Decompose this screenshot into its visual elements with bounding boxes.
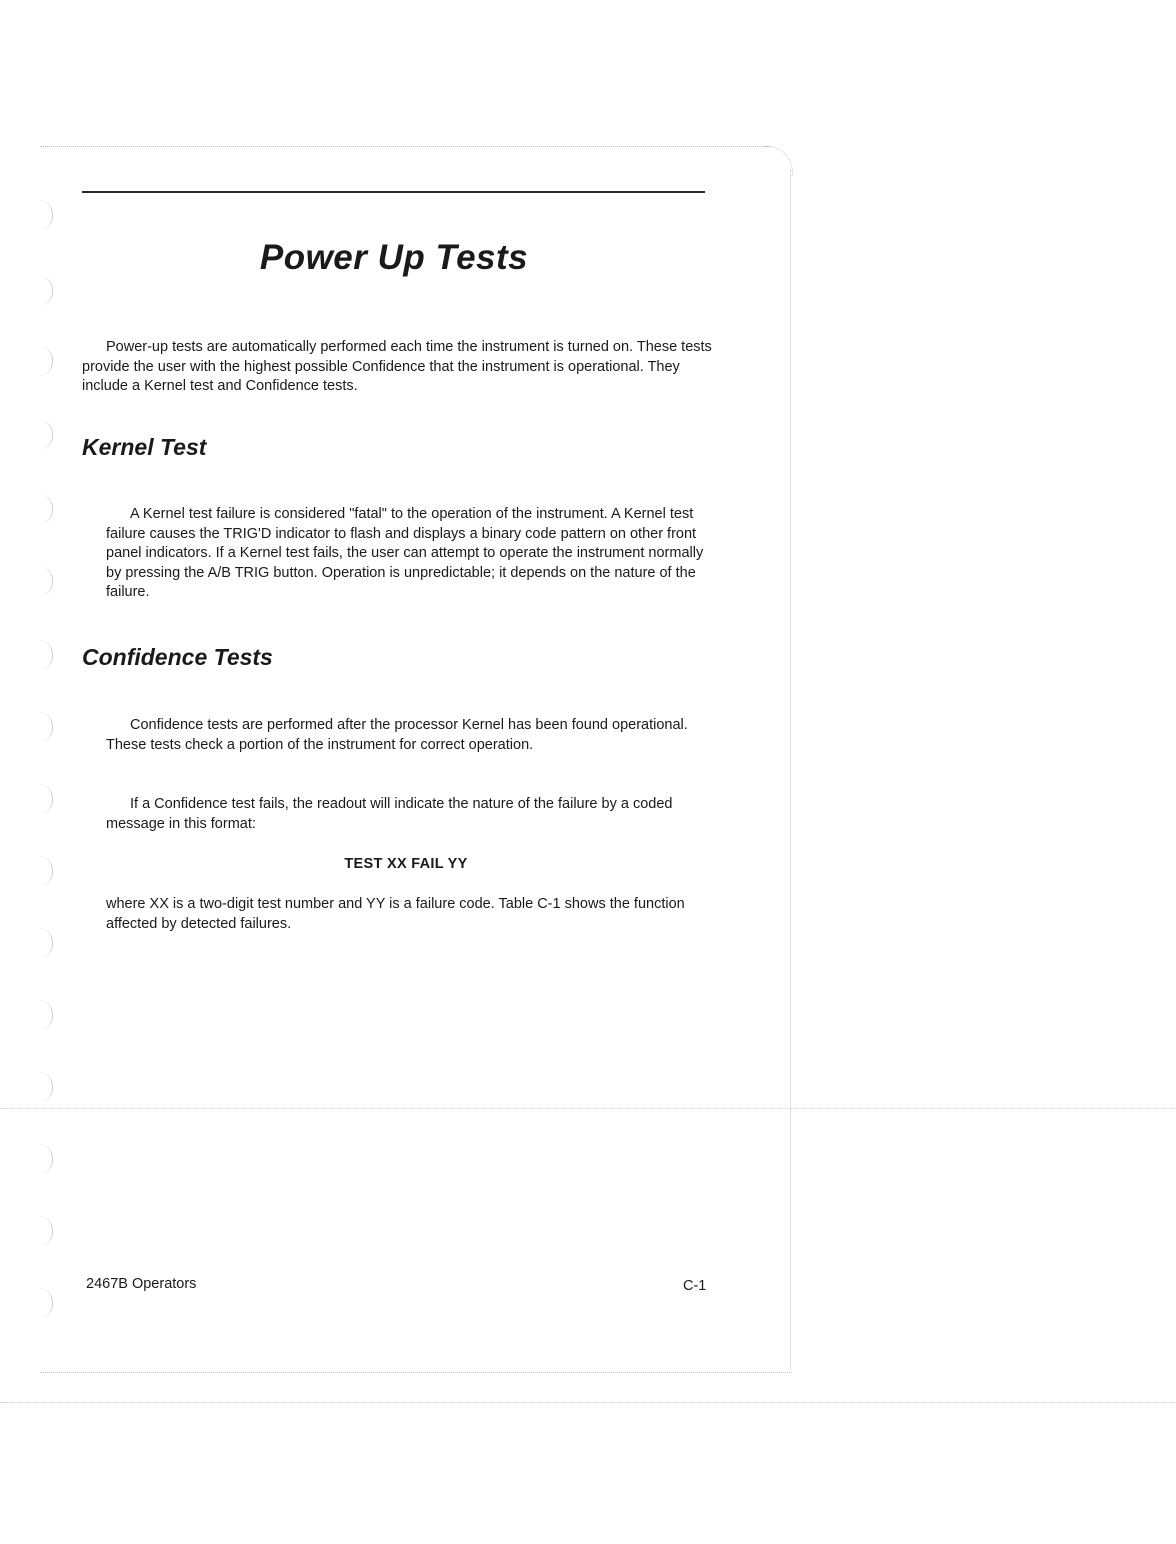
kernel-paragraph: [106, 505, 712, 603]
code-message: TEST XX FAIL YY: [344, 856, 468, 872]
binder-hole: [38, 1288, 53, 1318]
page-edge-right: [790, 170, 791, 1370]
footer-page-number: C-1: [683, 1278, 707, 1294]
binder-hole: [38, 276, 53, 306]
kernel-text: A Kernel test failure is considered "fatal" to the operation of the instrument. A Kernel test failure causes the TRIG'D indicator to flash and displays a binary code pattern on other front panel indicators. If a Kernel test fails, the user can attempt to operate the instrument normally by pressing the A/B TRIG button. Operation is unpredictable; it depends on the nature of the failure.: [106, 506, 704, 600]
binder-hole: [38, 1216, 53, 1246]
binder-hole: [38, 1000, 53, 1030]
intro-text: Power-up tests are automatically performed each time the instrument is turned on. These tests provide the user with the highest possible Confidence that the instrument is operational. They include a Kernel test and Confidence tests.: [82, 339, 712, 394]
confidence-paragraph-1: [106, 716, 706, 755]
binder-hole: [38, 784, 53, 814]
scan-line: [0, 1402, 1176, 1403]
binder-hole: [38, 566, 53, 596]
binder-hole: [38, 1072, 53, 1102]
binder-hole: [38, 712, 53, 742]
binder-hole: [38, 928, 53, 958]
section-heading-confidence: Confidence Tests: [82, 644, 273, 670]
binder-hole: [38, 1144, 53, 1174]
binder-hole: [38, 346, 53, 376]
confidence-paragraph-2: [106, 795, 706, 834]
confidence-text-2: If a Confidence test fails, the readout will indicate the nature of the failure by a coded message in this format:: [106, 796, 673, 832]
intro-paragraph: [82, 338, 712, 397]
binder-hole: [38, 420, 53, 450]
binder-hole: [38, 494, 53, 524]
section-heading-kernel: Kernel Test: [82, 434, 207, 460]
page-edge-top: [40, 146, 770, 147]
page-title: Power Up Tests: [259, 238, 529, 277]
page-edge-bottom: [40, 1372, 792, 1373]
page-edge-corner: [764, 146, 793, 175]
binder-hole: [38, 640, 53, 670]
scan-line: [0, 1108, 1176, 1109]
binder-hole: [38, 200, 53, 230]
after-code-paragraph: where XX is a two-digit test number and YY is a failure code. Table C-1 shows the function affected by detected failures.: [106, 896, 685, 932]
confidence-text-1: Confidence tests are performed after the processor Kernel has been found operational. These tests check a portion of the instrument for correct operation.: [106, 717, 688, 753]
footer-manual-name: 2467B Operators: [86, 1276, 197, 1292]
top-rule: [82, 191, 705, 193]
